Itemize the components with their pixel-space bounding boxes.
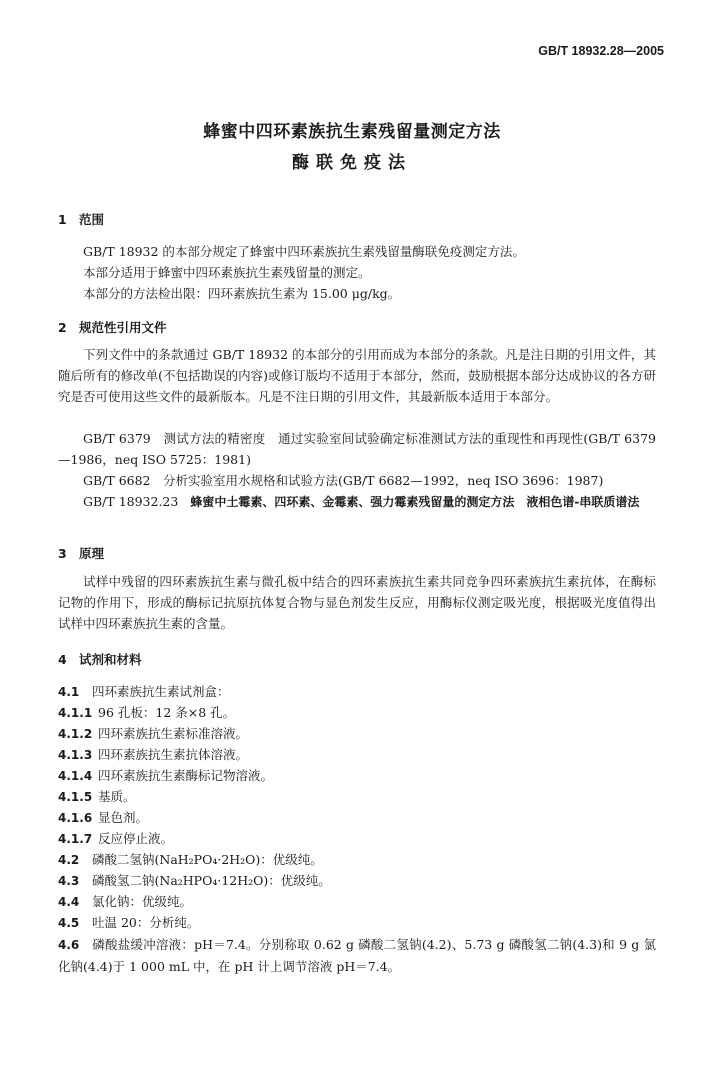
scope-line-3: 本部分的方法检出限：四环素族抗生素为 15.00 μg/kg。 <box>83 286 401 301</box>
item-text: 基质。 <box>98 789 136 804</box>
item-text: 磷酸氢二钠(Na₂HPO₄·12H₂O)：优级纯。 <box>92 873 331 888</box>
normative-ref-gbt18932-23 <box>58 491 656 513</box>
section-title: 原理 <box>79 546 105 561</box>
normative-intro: 下列文件中的条款通过 GB/T 18932 的本部分的引用而成为本部分的条款。凡是注日期的引用文件，其随后所有的修改单(不包括勘误的内容)或修订版均不适用于本部分，然而，鼓励根据本部分达成协议的各方研究是否可使用这些文件的最新版本。凡是不注日期的引用文件，其最新版本适用于本部分。 <box>58 347 656 404</box>
reagent-item <box>58 808 148 826</box>
item-number: 4.1.5 <box>58 790 93 804</box>
normative-ref-gbt6379: GB/T 6379 测试方法的精密度 通过实验室间试验确定标准测试方法的重现性和再现性(GB/T 6379—1986，neq ISO 5725：1981) <box>58 431 656 467</box>
item-text: 96 孔板：12 条×8 孔。 <box>98 705 236 720</box>
item-number: 4.4 <box>58 895 80 909</box>
item-text: 四环素族抗生素试剂盒： <box>92 684 230 699</box>
normative-ref-gbt6682: GB/T 6682 分析实验室用水规格和试验方法(GB/T 6682—1992，neq ISO 3696：1987) <box>83 473 604 488</box>
reagent-item <box>58 703 235 721</box>
section-heading-reagents <box>58 650 142 668</box>
standard-number: GB/T 18932.28—2005 <box>538 44 664 58</box>
reagent-item-4-6 <box>58 934 656 977</box>
item-number: 4.3 <box>58 874 80 888</box>
item-text: 四环素族抗生素抗体溶液。 <box>98 747 249 762</box>
reagent-item <box>58 913 199 931</box>
reagent-item <box>58 787 136 805</box>
reagent-item <box>58 829 173 847</box>
item-number: 4.1.3 <box>58 748 93 762</box>
reagent-item <box>58 745 248 763</box>
reagent-item <box>58 850 323 868</box>
item-text: 四环素族抗生素酶标记物溶液。 <box>98 768 274 783</box>
section-number: 3 <box>58 546 67 561</box>
principle-text: 试样中残留的四环素族抗生素与微孔板中结合的四环素族抗生素共同竞争四环素族抗生素抗体，在酶标记物的作用下，形成的酶标记抗原抗体复合物与显色剂发生反应，用酶标仪测定吸光度，根据吸光度值得出试样中四环素族抗生素的含量。 <box>58 574 656 631</box>
document-subtitle: 酶联免疫法 <box>292 153 412 173</box>
item-text: 磷酸盐缓冲溶液：pH＝7.4。分别称取 0.62 g 磷酸二氢钠(4.2)、5.73 g 磷酸氢二钠(4.3)和 9 g 氯化钠(4.4)于 1 000 mL 中，在 pH 计上调节溶液 pH＝7.4。 <box>58 937 656 974</box>
scope-line-2: 本部分适用于蜂蜜中四环素族抗生素残留量的测定。 <box>83 265 371 280</box>
section-title: 规范性引用文件 <box>79 320 167 335</box>
section-heading-normative <box>58 318 167 336</box>
reagent-item <box>58 724 248 742</box>
item-number: 4.5 <box>58 916 80 930</box>
ref-code: GB/T 18932.23 <box>83 494 179 509</box>
item-number: 4.2 <box>58 853 80 867</box>
reagent-item <box>58 682 230 700</box>
section-number: 4 <box>58 652 67 667</box>
item-text: 吐温 20：分析纯。 <box>92 915 200 930</box>
item-number: 4.1.6 <box>58 811 93 825</box>
item-number: 4.1.2 <box>58 727 93 741</box>
item-text: 反应停止液。 <box>98 831 174 846</box>
section-heading-principle <box>58 544 104 562</box>
section-number: 2 <box>58 320 67 335</box>
item-number: 4.1.4 <box>58 769 93 783</box>
item-number: 4.6 <box>58 938 80 952</box>
section-number: 1 <box>58 212 67 227</box>
reagent-item <box>58 871 331 889</box>
item-text: 四环素族抗生素标准溶液。 <box>98 726 249 741</box>
section-heading-scope <box>58 210 104 228</box>
section-title: 范围 <box>79 212 105 227</box>
document-title: 蜂蜜中四环素族抗生素残留量测定方法 <box>203 122 501 142</box>
item-number: 4.1.7 <box>58 832 93 846</box>
item-text: 氯化钠：优级纯。 <box>92 894 193 909</box>
ref-title: 蜂蜜中土霉素、四环素、金霉素、强力霉素残留量的测定方法 液相色谱-串联质谱法 <box>178 495 640 509</box>
reagent-item <box>58 892 192 910</box>
item-number: 4.1 <box>58 685 80 699</box>
section-title: 试剂和材料 <box>79 652 142 667</box>
item-number: 4.1.1 <box>58 706 93 720</box>
item-text: 显色剂。 <box>98 810 149 825</box>
scope-line-1: GB/T 18932 的本部分规定了蜂蜜中四环素族抗生素残留量酶联免疫测定方法。 <box>83 244 525 259</box>
reagent-item <box>58 766 273 784</box>
item-text: 磷酸二氢钠(NaH₂PO₄·2H₂O)：优级纯。 <box>92 852 323 867</box>
